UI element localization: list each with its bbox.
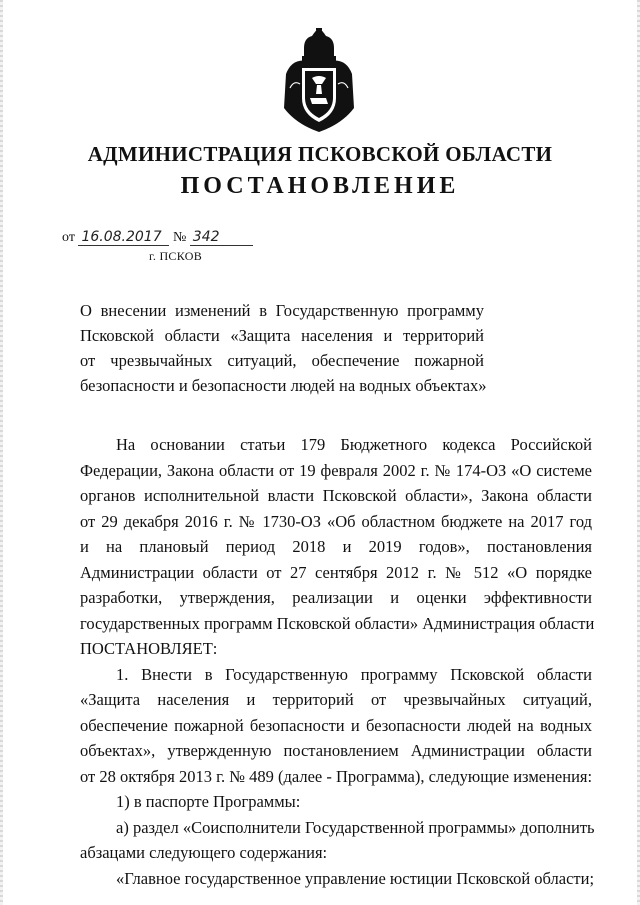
document-subject	[80, 298, 487, 398]
document-type-title: ПОСТАНОВЛЕНИЕ	[180, 173, 460, 199]
subject-line: от чрезвычайных ситуаций, обеспечение пожарной	[80, 351, 484, 370]
body-line: а) раздел «Соисполнители Государственной программы» дополнить	[116, 817, 595, 837]
body-line: «Защита населения и территорий от чрезвычайных ситуаций,	[80, 690, 592, 709]
scan-edge-left	[0, 0, 3, 905]
number-prefix: №	[172, 230, 187, 245]
subject-line: безопасности и безопасности людей на водных объектах»	[80, 376, 487, 395]
organization-title: АДМИНИСТРАЦИЯ ПСКОВСКОЙ ОБЛАСТИ	[87, 142, 553, 166]
subject-line: Псковской области «Защита населения и территорий	[80, 326, 484, 345]
body-line: Федерации, Закона области от 19 февраля 2002 г. № 174-ОЗ «О системе	[80, 460, 592, 480]
document-date: 16.08.2017	[78, 229, 169, 246]
body-line: и на плановый период 2018 и 2019 годов», постановления	[80, 537, 592, 556]
body-line: разработки, утверждения, реализации и оценки эффективности	[80, 588, 592, 607]
body-line: от 29 декабря 2016 г. № 1730-ОЗ «Об областном бюджете на 2017 год	[80, 511, 592, 531]
body-line: На основании статьи 179 Бюджетного кодекса Российской	[116, 435, 592, 454]
body-line: государственных программ Псковской области» Администрация области	[80, 613, 595, 633]
document-date-number-line	[62, 229, 253, 249]
body-line: органов исполнительной власти Псковской области», Закона области	[80, 486, 592, 505]
body-line: объектах», утвержденную постановлением Администрации области	[80, 741, 592, 760]
subject-line: О внесении изменений в Государственную программу	[80, 301, 484, 320]
body-line: Администрации области от 27 сентября 2012 г. № 512 «О порядке	[80, 562, 592, 582]
body-line: обеспечение пожарной безопасности и безопасности людей на водных	[80, 715, 592, 735]
document-number: 342	[190, 229, 253, 246]
coat-of-arms-icon	[282, 28, 356, 132]
date-prefix: от	[62, 230, 75, 245]
body-line: абзацами следующего содержания:	[80, 843, 328, 862]
document-body	[80, 432, 595, 891]
body-line: 1) в паспорте Программы:	[116, 792, 301, 811]
body-line: ПОСТАНОВЛЯЕТ:	[80, 639, 218, 658]
body-line: 1. Внести в Государственную программу Псковской области	[116, 664, 592, 684]
document-city: г. ПСКОВ	[149, 249, 203, 263]
body-line: «Главное государственное управление юстиции Псковской области;	[116, 868, 595, 888]
body-line: от 28 октября 2013 г. № 489 (далее - Программа), следующие изменения:	[80, 766, 593, 786]
